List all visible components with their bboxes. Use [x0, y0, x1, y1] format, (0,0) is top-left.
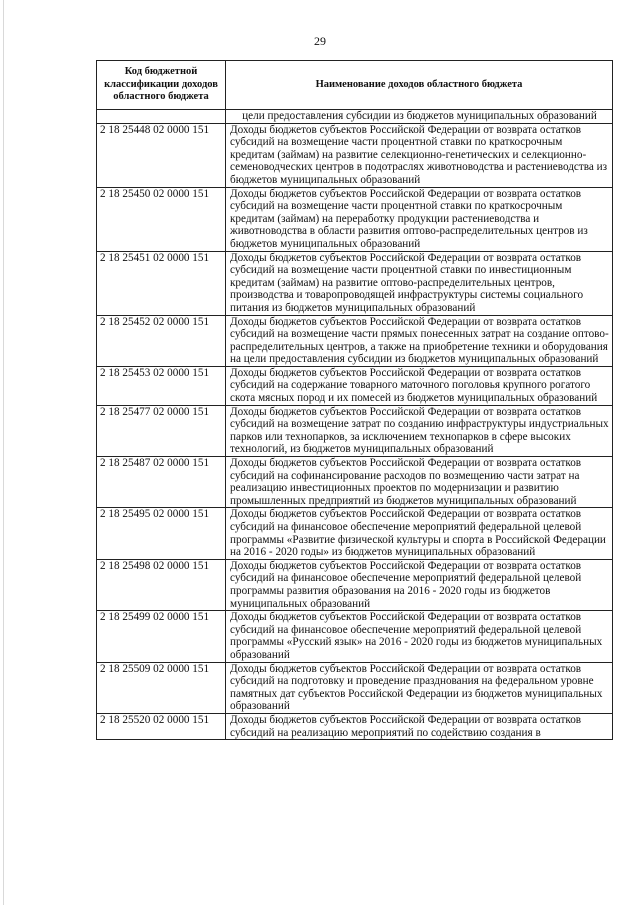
- row-code-cell: 2 18 25499 02 0000 151: [97, 611, 226, 662]
- row-name-cell: Доходы бюджетов субъектов Российской Федерации от возврата остатков субсидий на содержание товарного маточного поголовья крупного рогатого скота мясных пород и их помесей из бюджетов муниципальных образований: [226, 366, 613, 405]
- table-row: [97, 508, 613, 559]
- scan-edge: [3, 0, 4, 905]
- table-row: [97, 457, 613, 508]
- row-name-cell: Доходы бюджетов субъектов Российской Федерации от возврата остатков субсидий на финансовое обеспечение мероприятий федеральной целевой программы развития образования на 2016 - 2020 годы из бюджетов муниципальных образований: [226, 559, 613, 610]
- row-name-cell: Доходы бюджетов субъектов Российской Федерации от возврата остатков субсидий на возмещение части прямых понесенных затрат на создание оптово-распределительных центров, а также на приобретение техники и оборудования на цели предоставления субсидии из бюджетов муниципальных образований: [226, 315, 613, 366]
- table-row: [97, 405, 613, 456]
- row-code-cell: 2 18 25498 02 0000 151: [97, 559, 226, 610]
- row-code-cell: 2 18 25452 02 0000 151: [97, 315, 226, 366]
- row-name-cell: Доходы бюджетов субъектов Российской Федерации от возврата остатков субсидий на возмещение части процентной ставки по краткосрочным кредитам (займам) на развитие селекционно-генетических и селекционно-семеноводческих центров в подотраслях животноводства и растениеводства из бюджетов муниципальных образований: [226, 123, 613, 187]
- row-name-cell: Доходы бюджетов субъектов Российской Федерации от возврата остатков субсидий на возмещение части процентной ставки по краткосрочным кредитам (займам) на переработку продукции растениеводства и животноводства в области развития оптово-распределительных центров из бюджетов муниципальных образований: [226, 187, 613, 251]
- table-row: [97, 713, 613, 739]
- table-row: [97, 123, 613, 187]
- header-code-column: Код бюджетной классификации доходов областного бюджета: [97, 61, 226, 110]
- row-name-cell: Доходы бюджетов субъектов Российской Федерации от возврата остатков субсидий на возмещение затрат по созданию инфраструктуры индустриальных парков или технопарков, за исключением технопарков в сфере высоких технологий, из бюджетов муниципальных образований: [226, 405, 613, 456]
- row-name-cell: Доходы бюджетов субъектов Российской Федерации от возврата остатков субсидий на софинансирование расходов по возмещению части затрат на реализацию инвестиционных проектов по модернизации и развитию промышленных предприятий из бюджетов муниципальных образований: [226, 457, 613, 508]
- row-code-cell: 2 18 25453 02 0000 151: [97, 366, 226, 405]
- row-code-cell: 2 18 25520 02 0000 151: [97, 713, 226, 739]
- row-name-cell: Доходы бюджетов субъектов Российской Федерации от возврата остатков субсидий на реализацию мероприятий по содействию создания в: [226, 713, 613, 739]
- table-header-row: [97, 61, 613, 110]
- continuation-name-cell: цели предоставления субсидии из бюджетов муниципальных образований: [226, 110, 613, 124]
- row-code-cell: 2 18 25495 02 0000 151: [97, 508, 226, 559]
- page-number: 29: [314, 34, 326, 48]
- row-code-cell: 2 18 25509 02 0000 151: [97, 662, 226, 713]
- row-name-cell: Доходы бюджетов субъектов Российской Федерации от возврата остатков субсидий на финансовое обеспечение мероприятий федеральной целевой программы «Русский язык» на 2016 - 2020 годы из бюджетов муниципальных образований: [226, 611, 613, 662]
- row-name-cell: Доходы бюджетов субъектов Российской Федерации от возврата остатков субсидий на подготовку и проведение празднования на федеральном уровне памятных дат субъектов Российской Федерации из бюджетов муниципальных образований: [226, 662, 613, 713]
- row-name-cell: Доходы бюджетов субъектов Российской Федерации от возврата остатков субсидий на финансовое обеспечение мероприятий федеральной целевой программы «Развитие физической культуры и спорта в Российской Федерации на 2016 - 2020 годы» из бюджетов муниципальных образований: [226, 508, 613, 559]
- table-row: [97, 251, 613, 315]
- table-row: [97, 559, 613, 610]
- table-row: [97, 187, 613, 251]
- row-code-cell: 2 18 25477 02 0000 151: [97, 405, 226, 456]
- row-code-cell: 2 18 25450 02 0000 151: [97, 187, 226, 251]
- row-code-cell: 2 18 25487 02 0000 151: [97, 457, 226, 508]
- table-row: [97, 366, 613, 405]
- continuation-code-cell: [97, 110, 226, 124]
- row-name-cell: Доходы бюджетов субъектов Российской Федерации от возврата остатков субсидий на возмещение части процентной ставки по инвестиционным кредитам (займам) на развитие оптово-распределительных центров, производства и товаропроводящей инфраструктуры системы социального питания из бюджетов муниципальных образований: [226, 251, 613, 315]
- row-code-cell: 2 18 25451 02 0000 151: [97, 251, 226, 315]
- continuation-row: [97, 110, 613, 124]
- table-row: [97, 611, 613, 662]
- header-name-column: Наименование доходов областного бюджета: [226, 61, 613, 110]
- table-row: [97, 315, 613, 366]
- table-row: [97, 662, 613, 713]
- budget-classification-table: [96, 60, 613, 740]
- row-code-cell: 2 18 25448 02 0000 151: [97, 123, 226, 187]
